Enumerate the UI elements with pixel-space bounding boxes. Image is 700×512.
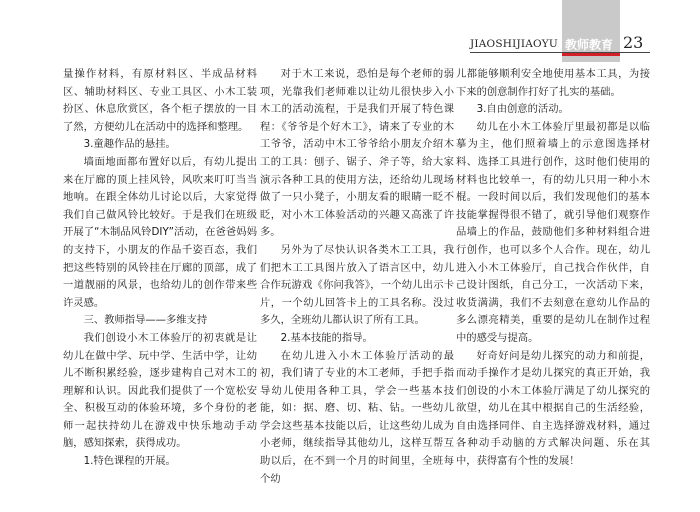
text-column-1 [63, 66, 257, 471]
journal-name-cn: 教师教育 [565, 38, 614, 52]
paragraph: 1.特色课程的开展。 [83, 455, 176, 468]
paragraph: 3.童趣作品的悬挂。 [83, 138, 176, 151]
page-header [0, 0, 700, 60]
text-column-3 [456, 66, 650, 471]
paragraph: 对于木工来说，恐怕是每个老师的弱项，光靠我们老师难以让幼儿很快步入小木工的活动流程，于是我们开展了特色课程：《爷爷是个好木工》，请来了专业的木工爷爷，活动中木工爷爷给小朋友介绍木工的工具：刨子、锯子、斧子等，给大家演示各种工具的使用方法，还给幼儿现场做了一只小凳子，小朋友看的眼睛一眨不眨，对小木工体验活动的兴趣又高涨了许多。 [260, 68, 454, 239]
paragraph: 另外为了尽快认识各类木工工具，我们把木工工具图片放入了语言区中，幼儿合作玩游戏《你问我答》，一个幼儿出示卡片，一个幼儿回答卡上的工具名称。没过多久，全班幼儿都认识了所有工具。 [260, 243, 454, 327]
paragraph: 在幼儿进入小木工体验厅活动的最初，我们请了专业的木工老师，手把手指导幼儿使用各种工具，学会一些基本技能，如：据、磨、切、粘、钻。一些幼儿学会这些基本技能以后，让这些幼儿成为小老师，继续指导其他幼儿，这样互帮互助以后，在不到一个月的时间里，全班每个幼 [260, 349, 454, 485]
journal-name-en: JIAOSHIJIAOYU [470, 38, 558, 50]
paragraph: 墙面地面都布置好以后，有幼儿提出来在厅廊的顶上挂风铃，风吹来叮叮当当地响。在跟全体幼儿讨论以后，大家觉得我们自己做风铃比较好。于是我们在班级开展了“木制品风铃DIY”活动，在爸爸妈妈的支持下，小朋友的作品千姿百态，我们把这些特别的风铃挂在厅廊的顶部，成了一道靓丽的风景，也给幼儿的创作带来些许灵感。 [63, 155, 257, 309]
header-accent-bar [562, 53, 620, 56]
paragraph: 2.基本技能的指导。 [280, 331, 373, 344]
page-number: 23 [623, 33, 644, 52]
text-column-2 [260, 66, 454, 488]
paragraph: 三、教师指导——多维支持 [83, 314, 208, 327]
paragraph: 幼儿在小木工体验厅里最初都是以临摹为主，他们照着墙上的示意图选择材料、选择工具进行创作，这时他们使用的材料也比较单一，有的幼儿只用一种小木棍。一段时间以后，我们发现他们的基本技能掌握得很不错了，就引导他们观察作品墙上的作品，鼓励他们多种材料组合进行创作，也可以多个人合作。现在，幼儿进入小木工体验厅，自己找合作伙伴，自己设计图纸，自己分工，一次活动下来，收货满满，我们不去刻意在意幼儿作品的多么漂亮精美，重要的是幼儿在制作过程中的感受与提高。 [456, 120, 650, 344]
paragraph: 我们创设小木工体验厅的初衷就是让幼儿在做中学、玩中学、生活中学，让幼儿不断积累经验，逐步建构自己对木工的理解和认识。因此我们提供了一个宽松安全、积极互动的体验环境，多个身份的老师一起扶持幼儿在游戏中快乐地动手动脑，感知探索，获得成功。 [63, 331, 257, 450]
paragraph: 好奇好问是幼儿探究的动力和前提，而动手操作才是幼儿探究的真正开始，我们创设的小木工体验厅满足了幼儿探究的欲望，幼儿在其中根据自己的生活经验，自由选择同伴、自主选择游戏材料，通过各种动手动脑的方式解决问题、乐在其中，获得富有个性的发展！ [456, 349, 650, 468]
paragraph: 3.自由创意的活动。 [476, 103, 569, 116]
paragraph: 量操作材料，有原材料区、半成品材料区、辅助材料区、专业工具区、小木工装扮区、休息欣赏区，各个柜子摆放的一目了然，方便幼儿在活动中的选择和整理。 [63, 68, 257, 133]
paragraph: 儿都能够顺利安全地使用基本工具，为接下来的创意制作打好了扎实的基础。 [456, 68, 650, 98]
header-rule [470, 52, 650, 53]
